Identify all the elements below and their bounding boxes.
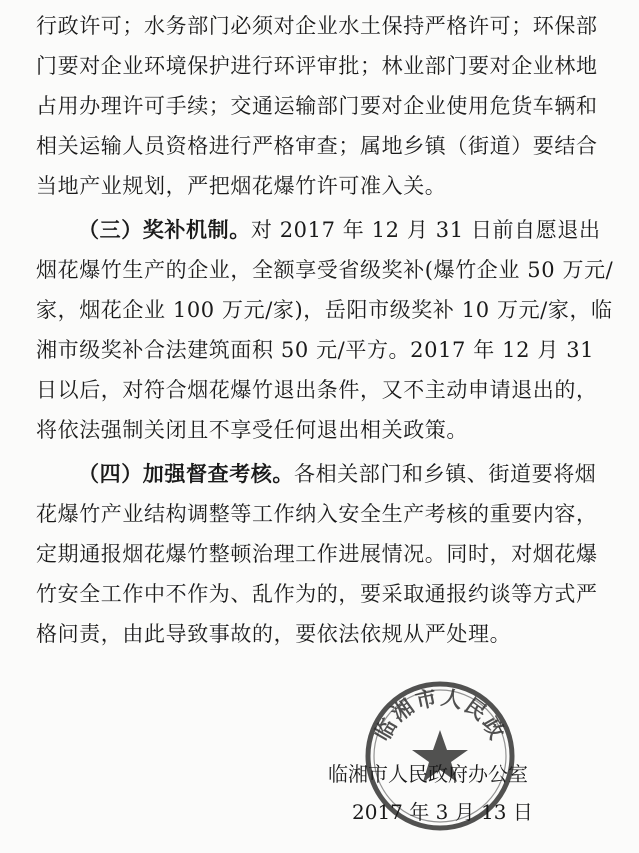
paragraph-heading: （三）奖补机制。: [78, 217, 251, 242]
paragraph-supervision: [36, 454, 616, 654]
paragraph-permits: [36, 6, 616, 206]
paragraph-heading: （四）加强督查考核。: [78, 461, 294, 486]
paragraph-subsidy: [36, 210, 616, 450]
signature-block: [320, 758, 610, 828]
document-body: [36, 6, 616, 658]
signature-date: 2017 年 3 月 13 日: [352, 800, 533, 824]
svg-text:临湘市人民政: 临湘市人民政: [369, 684, 511, 745]
paragraph-text: 各相关部门和乡镇、街道要将烟花爆竹产业结构调整等工作纳入安全生产考核的重要内容，定期通报烟花爆竹整顿治理工作进展情况。同时，对烟花爆竹安全工作中不作为、乱作为的，要采取通报约谈等方式严格问责，由此导致事故的，要依法依规从严处理。: [36, 462, 598, 646]
signature-organization: 临湘市人民政府办公室: [328, 762, 528, 786]
paragraph-text: 行政许可；水务部门必须对企业水土保持严格许可；环保部门要对企业环境保护进行环评审批；林业部门要对企业林地占用办理许可手续；交通运输部门要对企业使用危货车辆和相关运输人员资格进行严格审查；属地乡镇（街道）要结合当地产业规划，严把烟花爆竹许可准入关。: [36, 14, 598, 198]
paragraph-text: 对 2017 年 12 月 31 日前自愿退出烟花爆竹生产的企业，全额享受省级奖补(爆竹企业 50 万元/家，烟花企业 100 万元/家)，岳阳市级奖补 10 万元/家，临湘市级奖补合法建筑面积 50 元/平方。2017 年 12 月 31 日以后，对符合烟花爆竹退出条件，又不主动申请退出的，将依法强制关闭且不享受任何退出相关政策。: [36, 218, 614, 442]
